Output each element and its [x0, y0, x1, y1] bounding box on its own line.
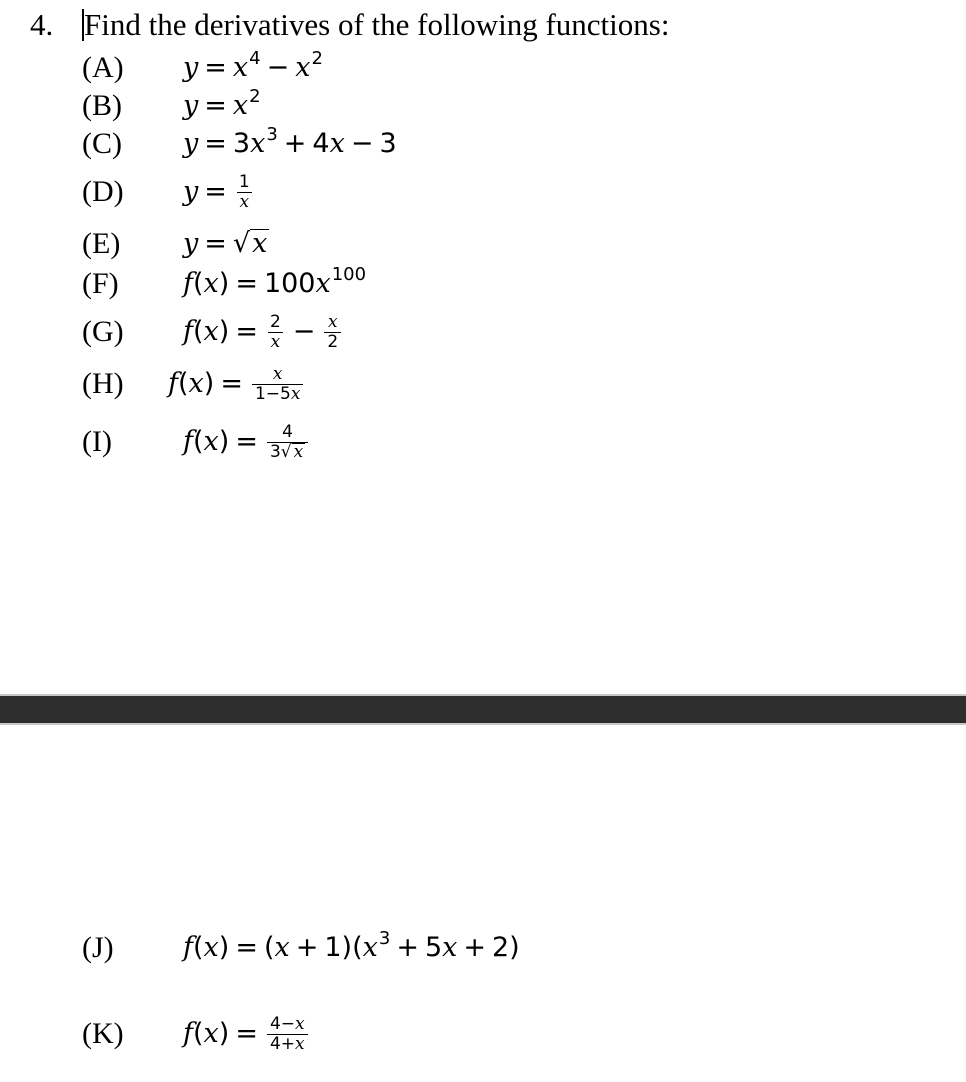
item-c [0, 124, 966, 164]
equation-c: $y = 3x^3 + 4x - 3$ [183, 124, 397, 159]
item-i [0, 422, 966, 462]
item-j [0, 928, 966, 968]
item-label: (B) [82, 89, 122, 122]
item-label: (A) [82, 51, 124, 84]
equation-d: y = $\frac{1}{x}$ [183, 172, 256, 212]
item-b [0, 86, 966, 126]
fraction: $\frac{x}{2}$ [324, 313, 341, 352]
item-label: (E) [82, 227, 121, 260]
item-label: (G) [82, 315, 124, 348]
item-label: (I) [82, 425, 112, 458]
equation-j: $f(x) = (x + 1)(x^3 + 5x + 2)$ [183, 928, 520, 963]
fraction: $\frac{4-x}{4+x}$ [267, 1015, 308, 1054]
equation-e: y = √x [183, 224, 269, 264]
item-e [0, 224, 966, 264]
square-root: √x [232, 228, 268, 259]
equation-k: f(x) = $\frac{4-x}{4+x}$ [183, 1014, 311, 1054]
equation-i: f(x) = $\frac{4}{3√ x}$ [183, 422, 311, 462]
equation-h: f(x) = $\frac{x}{1-5x}$ [168, 364, 306, 404]
equation-f: $f(x) = 100x^{100}$ [183, 264, 367, 299]
fraction: $\frac{1}{x}$ [236, 173, 253, 212]
question-number: 4. [30, 7, 54, 42]
item-a [0, 48, 966, 88]
item-k [0, 1014, 966, 1054]
question-heading [30, 5, 669, 45]
equation-b: $y = x^2$ [183, 86, 261, 121]
item-label: (F) [82, 267, 119, 300]
fraction: $\frac{4}{3√ x}$ [267, 423, 308, 462]
item-h [0, 364, 966, 404]
item-d [0, 172, 966, 212]
page-divider-bar [0, 694, 966, 725]
equation-g: f(x) = $\frac{2}{x}$ − $\frac{x}{2}$ [183, 312, 344, 352]
item-g [0, 312, 966, 352]
item-label: (K) [82, 1017, 124, 1050]
item-f [0, 264, 966, 304]
question-prompt: Find the derivatives of the following functions: [84, 7, 670, 42]
item-label: (J) [82, 931, 114, 964]
fraction: $\frac{2}{x}$ [267, 313, 284, 352]
item-label: (H) [82, 367, 124, 400]
equation-a: $y = x^4 - x^2$ [183, 48, 323, 83]
item-label: (C) [82, 127, 122, 160]
item-label: (D) [82, 175, 124, 208]
fraction: $\frac{x}{1-5x}$ [252, 365, 303, 404]
